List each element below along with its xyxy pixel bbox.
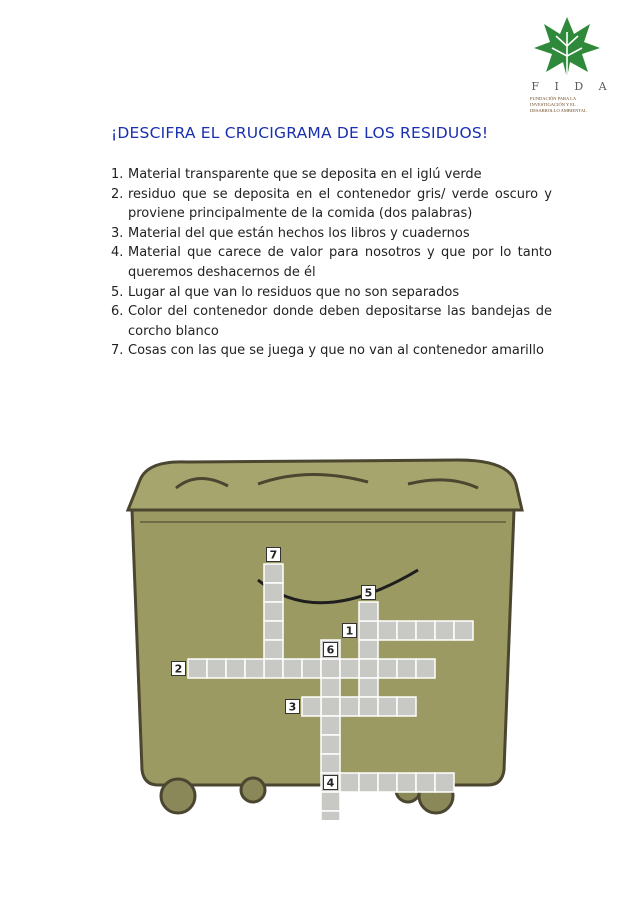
clue-marker [362,586,376,600]
crossword-cell[interactable] [378,659,397,678]
crossword-cell[interactable] [378,773,397,792]
crossword-cell[interactable] [416,773,435,792]
clue-item [111,224,552,244]
clue-text: Material transparente que se deposita en el iglú verde [128,167,482,182]
ivy-leaf-icon [532,12,602,82]
crossword-cell[interactable] [435,621,454,640]
crossword-cell[interactable] [359,602,378,621]
clue-number: 1. [111,167,124,182]
crossword-cell[interactable] [321,697,340,716]
clue-marker [343,624,357,638]
page-title: ¡DESCIFRA EL CRUCIGRAMA DE LOS RESIDUOS! [111,124,489,142]
crossword-cell[interactable] [359,773,378,792]
clue-marker [172,662,186,676]
crossword-cell[interactable] [359,697,378,716]
clue-item [111,283,552,303]
crossword-cell[interactable] [321,792,340,811]
crossword-cell[interactable] [321,735,340,754]
crossword-cell[interactable] [321,716,340,735]
crossword-cell[interactable] [283,659,302,678]
clue-number: 7. [111,343,124,359]
crossword-cell[interactable] [226,659,245,678]
crossword-cell[interactable] [264,564,283,583]
crossword-cell[interactable] [264,640,283,659]
crossword-cell[interactable] [340,773,359,792]
clue-marker [267,548,281,562]
crossword-cell[interactable] [321,811,340,820]
logo-subtitle-line: FUNDACIÓN PARA LA [530,96,577,101]
clue-item [111,341,552,361]
clue-item [111,243,552,282]
crossword-cell[interactable] [340,697,359,716]
clue-marker [324,776,338,790]
crossword-cell[interactable] [321,678,340,697]
clue-list [111,165,552,361]
clue-marker [324,643,338,657]
crossword-cell[interactable] [435,773,454,792]
crossword-cell[interactable] [207,659,226,678]
clue-text: Material que carece de valor para nosotros y que por lo tanto queremos deshacernos de él [128,245,552,280]
crossword-cell[interactable] [359,621,378,640]
clue-number: 2. [111,186,124,202]
clue-item [111,165,552,185]
crossword-cell[interactable] [264,621,283,640]
crossword-cell[interactable] [416,659,435,678]
crossword-cell[interactable] [302,697,321,716]
clue-marker-label: 6 [326,643,335,657]
fida-logo [522,12,622,122]
crossword-cell[interactable] [378,621,397,640]
clue-marker [286,700,300,714]
crossword-cell[interactable] [397,697,416,716]
clue-marker-label: 1 [345,624,354,638]
logo-subtitle-line: DESARROLLO AMBIENTAL [530,108,587,113]
crossword-cell[interactable] [340,659,359,678]
crossword-cell[interactable] [359,659,378,678]
crossword-cell[interactable] [302,659,321,678]
clue-text: Color del contenedor donde deben depositarse las bandejas de corcho blanco [128,304,552,339]
crossword-cell[interactable] [321,754,340,773]
logo-name: F I D A [531,80,613,93]
crossword-cell[interactable] [264,602,283,621]
crossword-cell[interactable] [264,659,283,678]
crossword-cell[interactable] [188,659,207,678]
crossword-cell[interactable] [454,621,473,640]
clue-text: Material del que están hechos los libros y cuadernos [128,225,470,241]
crossword-cell[interactable] [359,640,378,659]
clue-marker-label: 7 [269,548,278,562]
clue-number: 3. [111,225,124,241]
clue-marker-label: 2 [174,662,183,676]
crossword-cell[interactable] [245,659,264,678]
clue-number: 4. [111,245,124,261]
clue-number: 5. [111,284,124,300]
clue-text: residuo que se deposita en el contenedor gris/ verde oscuro y proviene principalmente de la comida (dos palabras) [128,186,552,222]
clue-number: 6. [111,304,124,320]
crossword-cell[interactable] [378,697,397,716]
crossword-cell[interactable] [264,583,283,602]
clue-text: Cosas con las que se juega y que no van al contenedor amarillo [128,343,544,359]
logo-subtitle [530,96,620,114]
crossword-cell[interactable] [397,621,416,640]
crossword-cell[interactable] [397,659,416,678]
clue-text: Lugar al que van lo residuos que no son separados [128,284,460,300]
bin-lid [128,460,522,510]
clue-marker-label: 5 [364,586,373,600]
bin-wheel [161,779,195,813]
crossword-cell[interactable] [359,678,378,697]
clue-marker-label: 4 [326,776,335,790]
clue-item [111,302,552,341]
waste-bin-illustration [118,440,528,820]
crossword-cell[interactable] [397,773,416,792]
bin-wheel [241,778,265,802]
clue-marker-label: 3 [288,700,297,714]
clue-item [111,185,552,224]
logo-subtitle-line: INVESTIGACIÓN Y EL [530,102,576,107]
crossword-cell[interactable] [416,621,435,640]
crossword-cell[interactable] [321,659,340,678]
